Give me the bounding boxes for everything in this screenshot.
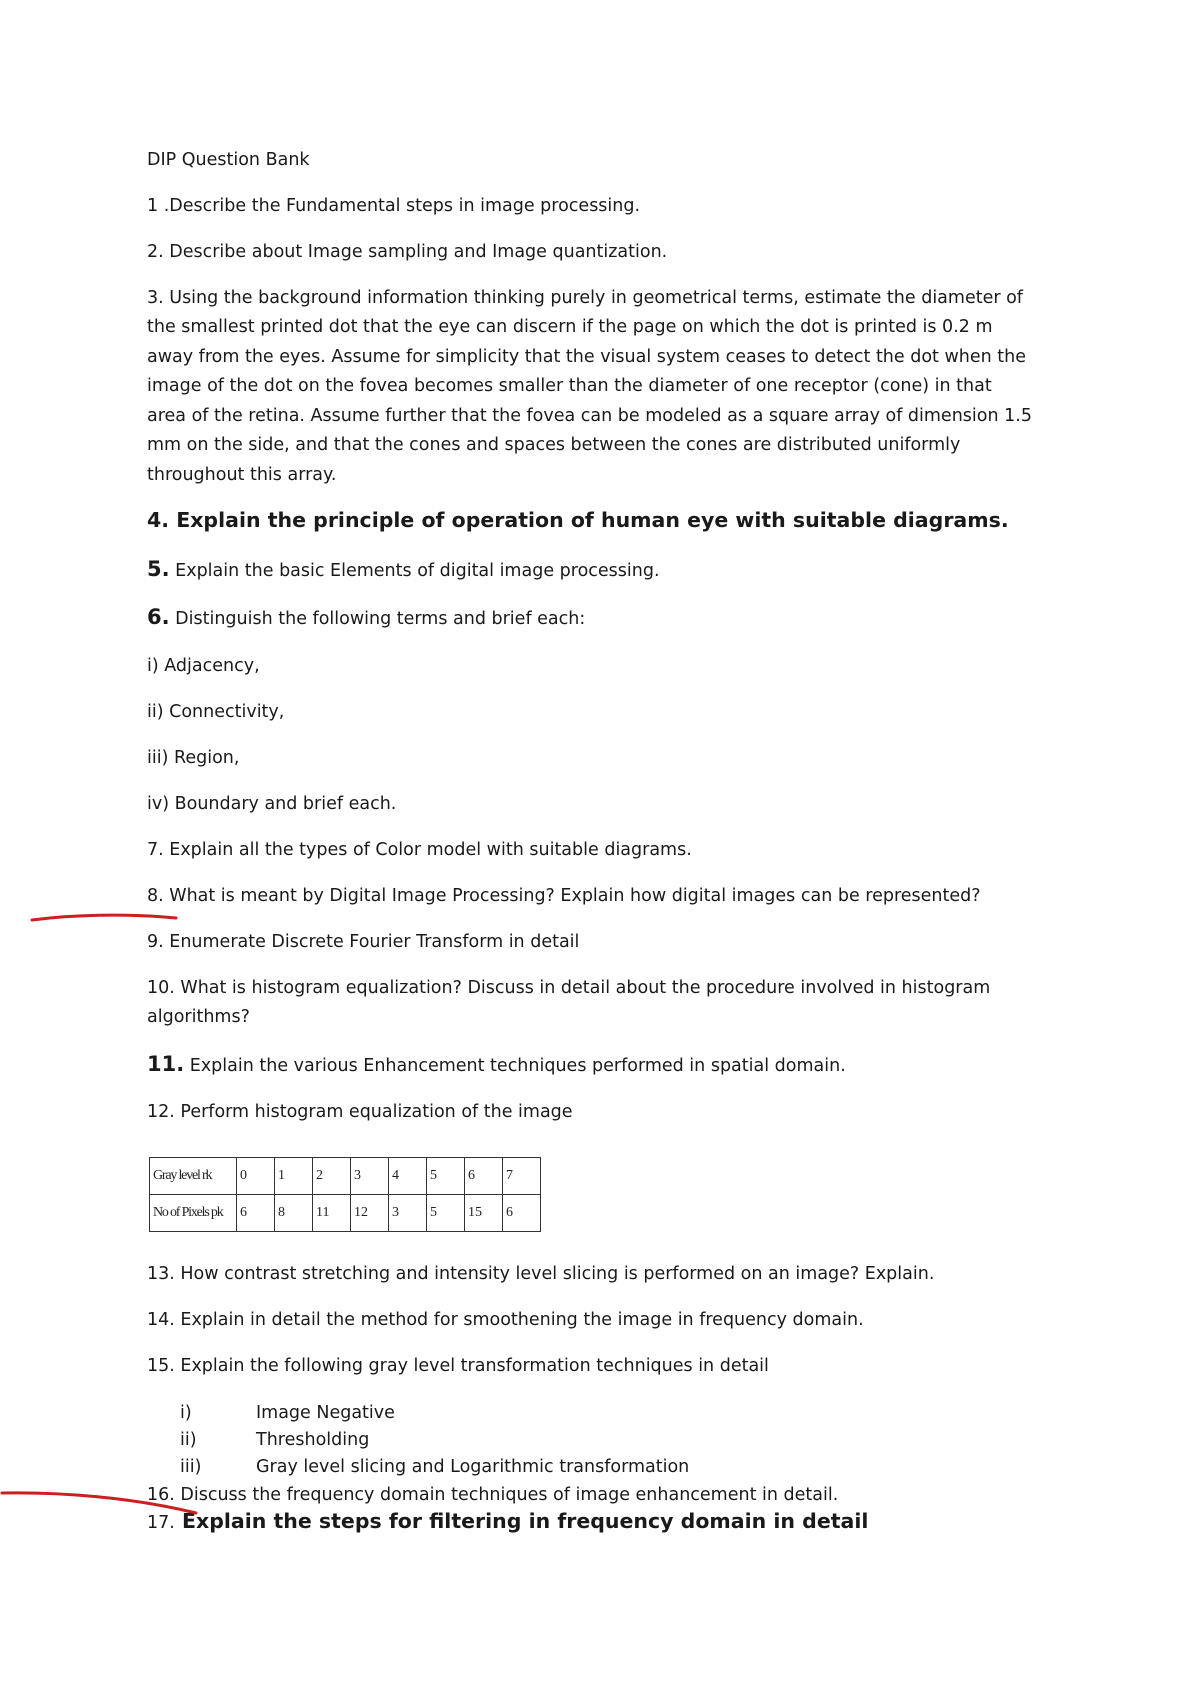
- question-4: 4. Explain the principle of operation of human eye with suitable diagrams.: [147, 508, 1009, 532]
- table-cell: 3: [389, 1195, 427, 1232]
- question-17-text: Explain the steps for filtering in frequency domain in detail: [174, 1509, 869, 1533]
- table-row-label: No of Pixels pk: [150, 1195, 237, 1232]
- histogram-table: [149, 1157, 541, 1232]
- table-cell: 5: [427, 1158, 465, 1195]
- question-15-item-text: Gray level slicing and Logarithmic transformation: [256, 1457, 690, 1477]
- question-11-text: Explain the various Enhancement techniques performed in spatial domain.: [184, 1056, 846, 1076]
- table-cell: 4: [389, 1158, 427, 1195]
- question-3-line: 3. Using the background information thinking purely in geometrical terms, estimate the diameter of: [147, 288, 1023, 308]
- question-6-item: iii) Region,: [147, 748, 240, 768]
- question-7: 7. Explain all the types of Color model with suitable diagrams.: [147, 840, 692, 860]
- table-cell: 6: [503, 1195, 541, 1232]
- question-15-item-number: ii): [180, 1430, 197, 1450]
- question-15-item-number: iii): [180, 1457, 202, 1477]
- table-cell: 3: [351, 1158, 389, 1195]
- question-15-item-text: Thresholding: [256, 1430, 370, 1450]
- table-cell: 7: [503, 1158, 541, 1195]
- question-15-item-number: i): [180, 1403, 192, 1423]
- question-3-line: throughout this array.: [147, 465, 337, 485]
- table-cell: 0: [237, 1158, 275, 1195]
- table-cell: 8: [275, 1195, 313, 1232]
- question-15: 15. Explain the following gray level transformation techniques in detail: [147, 1356, 769, 1376]
- table-row: [150, 1158, 541, 1195]
- question-6: [147, 607, 585, 629]
- red-pen-mark: [0, 1483, 200, 1519]
- question-6-item: i) Adjacency,: [147, 656, 260, 676]
- question-6-item: ii) Connectivity,: [147, 702, 285, 722]
- table-row: [150, 1195, 541, 1232]
- table-cell: 2: [313, 1158, 351, 1195]
- question-5-text: Explain the basic Elements of digital image processing.: [169, 561, 660, 581]
- document-title: DIP Question Bank: [147, 150, 310, 170]
- question-3-line: area of the retina. Assume further that the fovea can be modeled as a square array of dimension 1.5: [147, 406, 1032, 426]
- red-pen-mark: [30, 908, 180, 928]
- table-cell: 12: [351, 1195, 389, 1232]
- table-cell: 15: [465, 1195, 503, 1232]
- question-8: 8. What is meant by Digital Image Processing? Explain how digital images can be represented?: [147, 886, 981, 906]
- table-cell: 6: [465, 1158, 503, 1195]
- question-17: [147, 1511, 868, 1533]
- table-cell: 5: [427, 1195, 465, 1232]
- question-5: [147, 559, 660, 581]
- question-15-item-text: Image Negative: [256, 1403, 395, 1423]
- table-cell: 1: [275, 1158, 313, 1195]
- question-3-line: away from the eyes. Assume for simplicity that the visual system ceases to detect the dot when the: [147, 347, 1027, 367]
- question-10-line: algorithms?: [147, 1007, 250, 1027]
- table-row-label: Gray level rk: [150, 1158, 237, 1195]
- question-3-line: image of the dot on the fovea becomes smaller than the diameter of one receptor (cone) in that: [147, 376, 992, 396]
- question-17-number: 17.: [147, 1513, 175, 1533]
- question-1: 1 .Describe the Fundamental steps in image processing.: [147, 196, 641, 216]
- question-6-number: 6.: [147, 605, 170, 629]
- question-14: 14. Explain in detail the method for smoothening the image in frequency domain.: [147, 1310, 864, 1330]
- question-11-number: 11.: [147, 1052, 185, 1076]
- question-10-line: 10. What is histogram equalization? Discuss in detail about the procedure involved in histogram: [147, 978, 991, 998]
- question-2: 2. Describe about Image sampling and Image quantization.: [147, 242, 668, 262]
- question-3-line: mm on the side, and that the cones and spaces between the cones are distributed uniformly: [147, 435, 961, 455]
- question-16: 16. Discuss the frequency domain techniques of image enhancement in detail.: [147, 1485, 839, 1505]
- question-12: 12. Perform histogram equalization of the image: [147, 1102, 573, 1122]
- question-6-text: Distinguish the following terms and brief each:: [169, 609, 586, 629]
- question-9: 9. Enumerate Discrete Fourier Transform in detail: [147, 932, 580, 952]
- question-6-item: iv) Boundary and brief each.: [147, 794, 397, 814]
- question-5-number: 5.: [147, 557, 170, 581]
- question-11: [147, 1054, 846, 1076]
- table-cell: 6: [237, 1195, 275, 1232]
- question-13: 13. How contrast stretching and intensity level slicing is performed on an image? Explain.: [147, 1264, 935, 1284]
- question-3-line: the smallest printed dot that the eye can discern if the page on which the dot is printed is 0.2 m: [147, 317, 993, 337]
- table-cell: 11: [313, 1195, 351, 1232]
